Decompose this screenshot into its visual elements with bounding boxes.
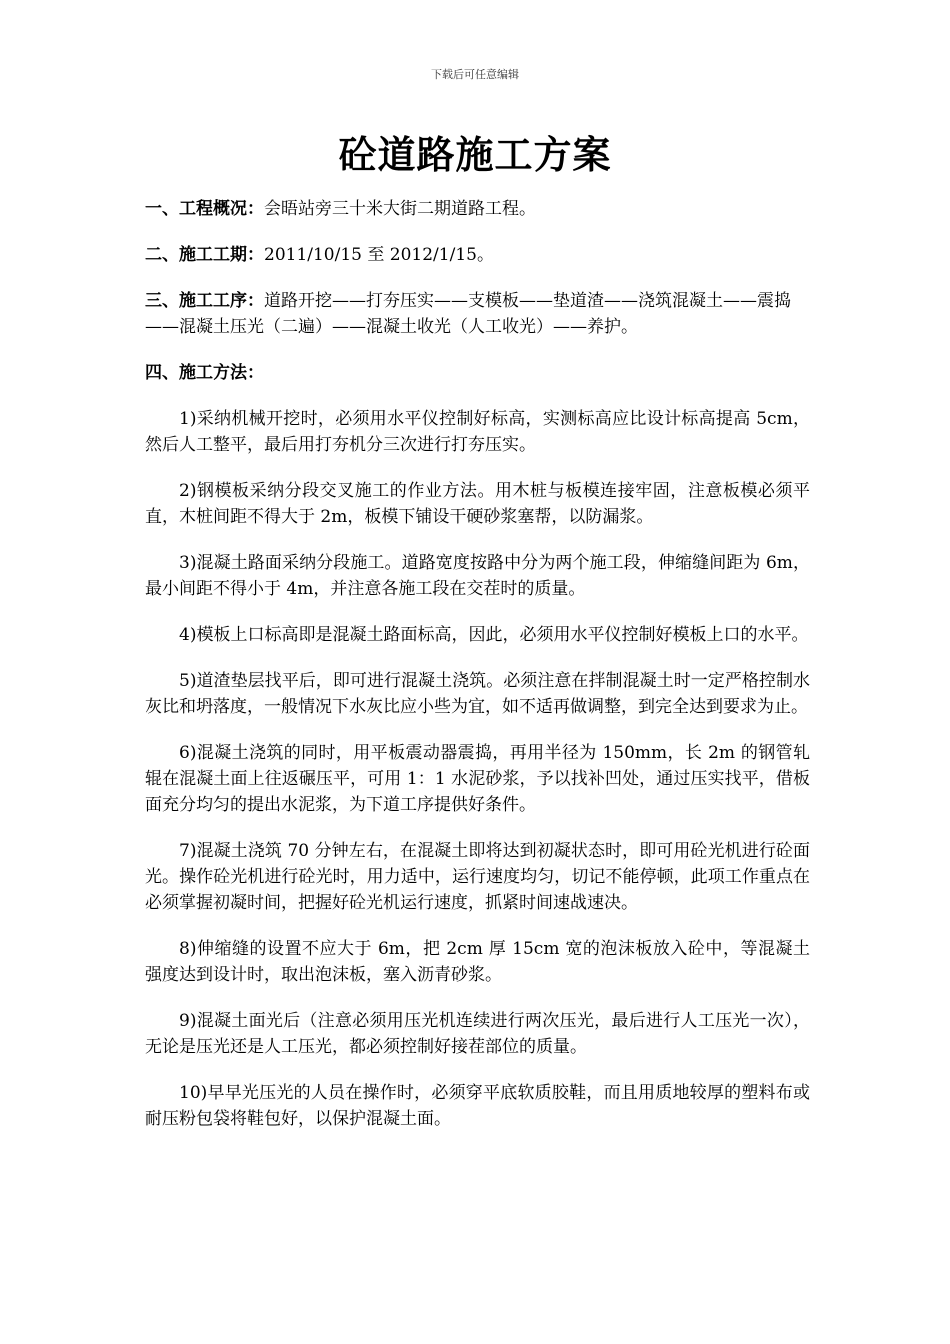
method-paragraph-6: 6)混凝土浇筑的同时，用平板震动器震捣，再用半径为 150mm，长 2m 的钢管轧辊在混凝土面上往返碾压平，可用 1：1 水泥砂浆，予以找补凹处，通过压实找平，借板面充分均匀的提出水泥浆，为下道工序提供好条件。: [145, 743, 810, 815]
section-process-label: 三、施工工序：: [145, 291, 264, 311]
method-paragraph-8: 8)伸缩缝的设置不应大于 6m，把 2cm 厚 15cm 宽的泡沫板放入砼中，等混凝土强度达到设计时，取出泡沫板，塞入沥青砂浆。: [145, 939, 810, 985]
section-methods-heading: 四、施工方法：: [145, 363, 264, 383]
section-period-label: 二、施工工期：: [145, 245, 264, 265]
page-title: 砼道路施工方案: [338, 132, 612, 177]
method-paragraph-3: 3)混凝土路面采纳分段施工。道路宽度按路中分为两个施工段，伸缩缝间距为 6m，最小间距不得小于 4m，并注意各施工段在交茬时的质量。: [145, 553, 810, 599]
section-overview-text: 会晤站旁三十米大街二期道路工程。: [264, 199, 536, 219]
method-paragraph-4: 4)模板上口标高即是混凝土路面标高，因此，必须用水平仪控制好模板上口的水平。: [179, 625, 809, 645]
section-period-text: 2011/10/15 至 2012/1/15。: [264, 245, 494, 265]
section-process: [145, 288, 810, 340]
header-note: 下载后可任意编辑: [431, 68, 519, 81]
section-process-text: 道路开挖——打夯压实——支模板——垫道渣——浇筑混凝土——震捣——混凝土压光（二遍）——混凝土收光（人工收光）——养护。: [145, 291, 791, 337]
section-period: [145, 242, 810, 268]
method-paragraph-9: 9)混凝土面光后（注意必须用压光机连续进行两次压光，最后进行人工压光一次），无论是压光还是人工压光，都必须控制好接茬部位的质量。: [145, 1011, 810, 1057]
section-overview: [145, 196, 810, 222]
method-paragraph-2: 2)钢模板采纳分段交叉施工的作业方法。用木桩与板模连接牢固，注意板模必须平直，木桩间距不得大于 2m，板模下铺设干硬砂浆塞帮，以防漏浆。: [145, 481, 810, 527]
method-paragraph-10: 10)早早光压光的人员在操作时，必须穿平底软质胶鞋，而且用质地较厚的塑料布或耐压粉包袋将鞋包好，以保护混凝土面。: [145, 1083, 810, 1129]
method-paragraph-7: 7)混凝土浇筑 70 分钟左右，在混凝土即将达到初凝状态时，即可用砼光机进行砼面光。操作砼光机进行砼光时，用力适中，运行速度均匀，切记不能停顿，此项工作重点在必须掌握初凝时间，把握好砼光机运行速度，抓紧时间速战速决。: [145, 841, 810, 913]
document-body: [145, 196, 810, 1152]
section-overview-label: 一、工程概况：: [145, 199, 264, 219]
method-paragraph-1: 1)采纳机械开挖时，必须用水平仪控制好标高，实测标高应比设计标高提高 5cm，然后人工整平，最后用打夯机分三次进行打夯压实。: [145, 409, 810, 455]
method-paragraph-5: 5)道渣垫层找平后，即可进行混凝土浇筑。必须注意在拌制混凝土时一定严格控制水灰比和坍落度，一般情况下水灰比应小些为宜，如不适再做调整，到完全达到要求为止。: [145, 671, 810, 717]
